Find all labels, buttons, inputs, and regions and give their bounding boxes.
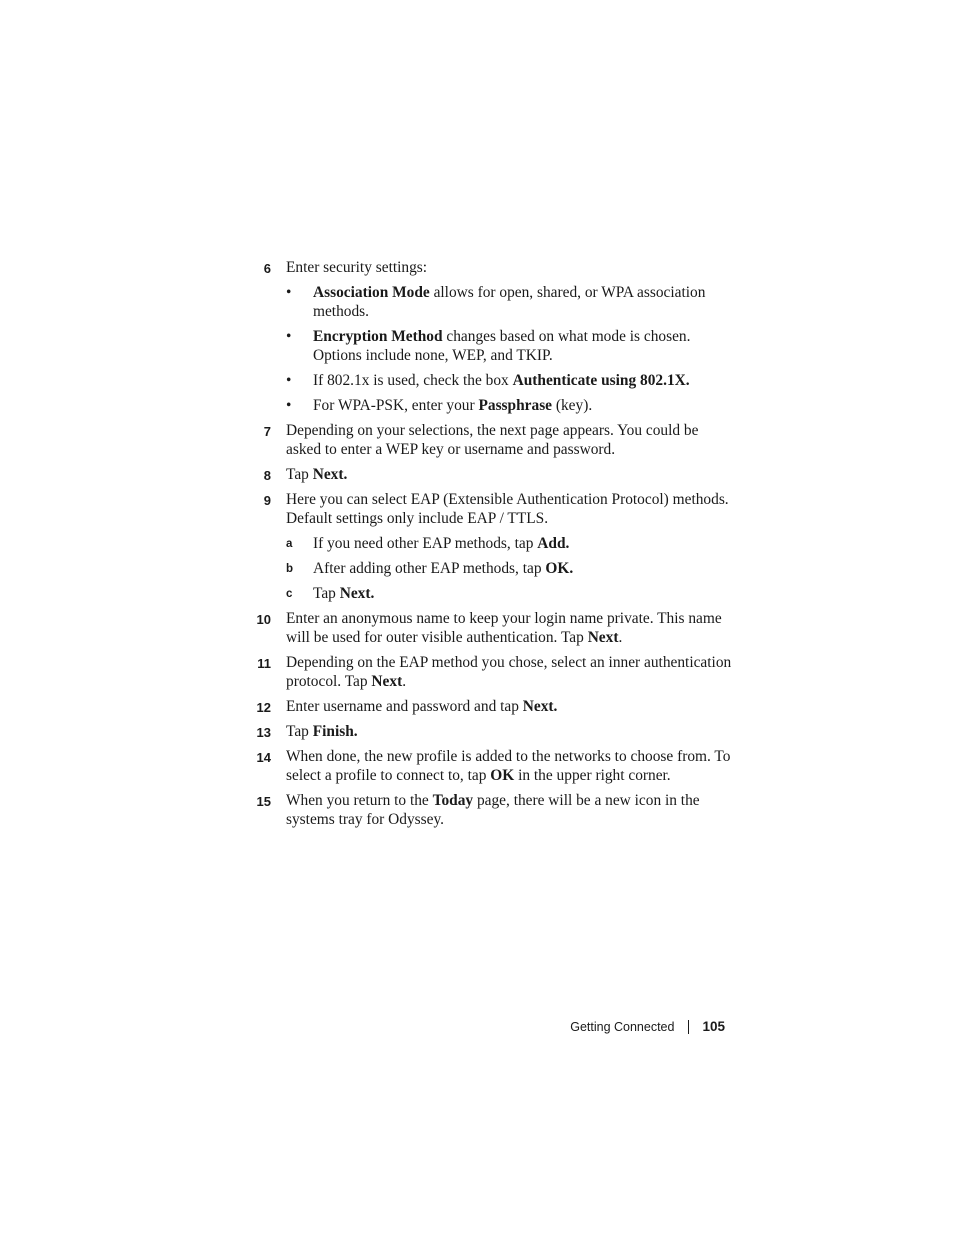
page-number: 105 — [702, 1019, 725, 1034]
step-text: page, there will be a new icon in the systems tray for Odyssey. — [286, 792, 700, 828]
step-text: When you return to the — [286, 792, 433, 809]
bullet-text: allows for open, shared, or WPA association methods. — [313, 284, 706, 320]
substep-b — [252, 559, 732, 578]
step-text: Depending on your selections, the next page appears. You could be asked to enter a WEP key or username and password. — [286, 422, 699, 458]
term: OK — [490, 767, 515, 784]
step-number: 8 — [263, 468, 271, 483]
step-text: Tap — [286, 723, 313, 740]
footer-divider — [688, 1020, 689, 1034]
step-10 — [252, 609, 732, 647]
bullet-text: If 802.1x is used, check the box — [313, 372, 513, 389]
substep-a — [252, 534, 732, 553]
substep-c — [252, 584, 732, 603]
step-number: 7 — [263, 424, 271, 439]
step-text: Enter username and password and tap — [286, 698, 523, 715]
step-text: Depending on the EAP method you chose, select an inner authentication protocol. Tap — [286, 654, 732, 690]
step-11 — [252, 653, 732, 691]
step-6 — [252, 258, 732, 277]
term: Next — [371, 673, 403, 690]
bullet-icon: • — [286, 328, 292, 345]
substep-text: Tap — [313, 585, 340, 602]
step-number: 11 — [257, 656, 271, 671]
term: Next. — [312, 466, 348, 483]
term: Encryption Method — [313, 328, 443, 345]
step-8 — [252, 465, 732, 484]
term: Today — [432, 792, 474, 809]
step-number: 6 — [263, 261, 271, 276]
instructions — [252, 258, 732, 835]
term: Finish. — [312, 723, 358, 740]
step-12 — [252, 697, 732, 716]
step-text: When done, the new profile is added to the networks to choose from. To select a profile to connect to, tap — [286, 748, 731, 784]
bullet-icon: • — [286, 372, 292, 389]
step-number: 12 — [256, 700, 271, 715]
step-7 — [252, 421, 732, 459]
page-footer — [570, 1019, 725, 1034]
substep-letter: a — [286, 538, 293, 550]
step-text: . — [618, 629, 623, 646]
term: Next — [587, 629, 619, 646]
step-15 — [252, 791, 732, 829]
term: Next. — [522, 698, 558, 715]
substep-text: After adding other EAP methods, tap — [313, 560, 546, 577]
step-text: Here you can select EAP (Extensible Authentication Protocol) methods. Default settings only include EAP / TTLS. — [286, 491, 729, 527]
substep-letter: c — [286, 588, 293, 600]
bullet-text: For WPA-PSK, enter your — [313, 397, 479, 414]
footer-section-title: Getting Connected — [570, 1019, 675, 1034]
substep-letter: b — [286, 563, 294, 575]
bullet-icon: • — [286, 284, 292, 301]
step-number: 9 — [263, 493, 271, 508]
step-number: 15 — [256, 794, 271, 809]
step-text: in the upper right corner. — [514, 767, 671, 784]
bullet-item — [252, 396, 732, 415]
step-number: 14 — [256, 750, 271, 765]
bullet-item — [252, 327, 732, 365]
term: Next. — [339, 585, 375, 602]
bullet-icon: • — [286, 397, 292, 414]
bullet-item — [252, 371, 732, 390]
bullet-text: (key). — [552, 397, 593, 414]
substep-text: If you need other EAP methods, tap — [313, 535, 538, 552]
term: Authenticate using 802.1X. — [512, 372, 690, 389]
term: OK. — [545, 560, 574, 577]
step-text: Tap — [286, 466, 313, 483]
term: Passphrase — [478, 397, 553, 414]
step-13 — [252, 722, 732, 741]
step-text: Enter an anonymous name to keep your login name private. This name will be used for outer visible authentication. Tap — [286, 610, 722, 646]
term: Add. — [537, 535, 570, 552]
term: Association Mode — [313, 284, 430, 301]
step-text: Enter security settings: — [286, 259, 428, 276]
step-text: . — [402, 673, 407, 690]
bullet-text: changes based on what mode is chosen. Options include none, WEP, and TKIP. — [313, 328, 691, 364]
step-14 — [252, 747, 732, 785]
step-9 — [252, 490, 732, 528]
step-number: 13 — [256, 725, 271, 740]
bullet-item — [252, 283, 732, 321]
step-number: 10 — [256, 612, 271, 627]
